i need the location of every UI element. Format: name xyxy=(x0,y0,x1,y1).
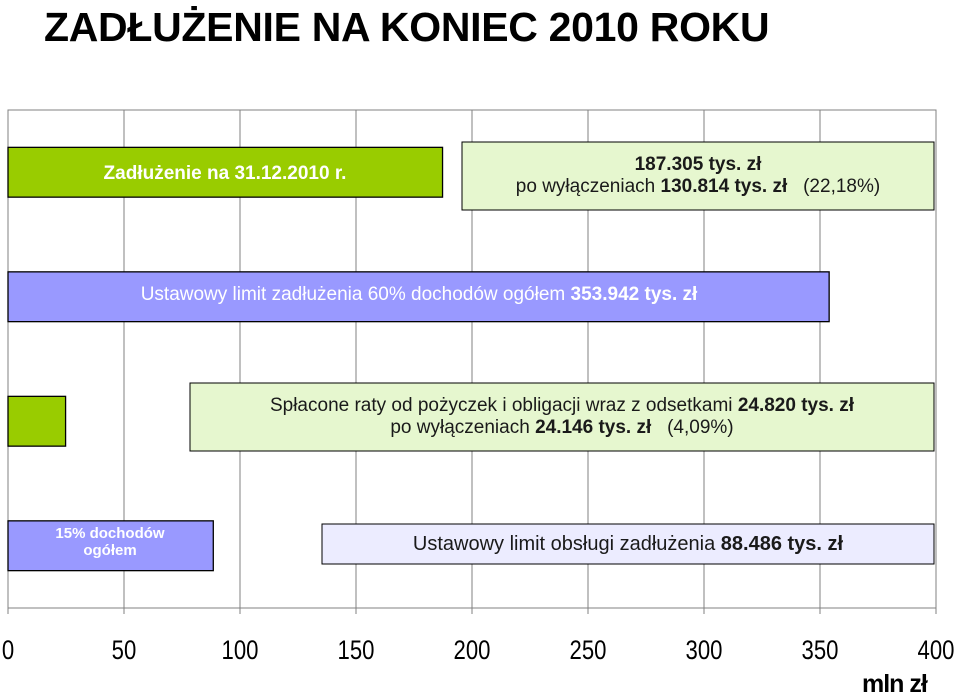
bar xyxy=(8,396,66,446)
x-tick-label: 300 xyxy=(685,636,723,666)
callout-debt-total: 187.305 tys. zł xyxy=(634,154,762,176)
bar-label-debt xyxy=(8,150,442,198)
x-tick-label: 350 xyxy=(801,636,839,666)
callout-repaid-line1: Spłacone raty od pożyczek i obligacji wraz z odsetkami 24.820 tys. zł xyxy=(269,395,855,417)
x-tick-label: 0 xyxy=(1,636,15,666)
x-tick-label: 250 xyxy=(569,636,607,666)
x-axis-unit: mln zł xyxy=(862,670,927,698)
chart-title: ZADŁUŻENIE NA KONIEC 2010 ROKU xyxy=(44,4,770,50)
bar-label-service-limit-text: 15% dochodów ogółem xyxy=(55,524,165,559)
callout-service-limit-text: Ustawowy limit obsługi zadłużenia 88.486 tys. zł xyxy=(412,532,844,555)
bar-label-debt-text: Zadłużenie na 31.12.2010 r. xyxy=(103,163,347,185)
bar-label-debt-limit xyxy=(8,270,830,320)
x-tick-label: 200 xyxy=(453,636,491,666)
callout-debt xyxy=(462,142,934,210)
callout-debt-line2: po wyłączeniach 130.814 tys. zł (22,18%) xyxy=(515,176,881,197)
x-tick-label: 50 xyxy=(111,636,137,666)
x-tick-label: 400 xyxy=(917,636,955,666)
x-tick-label: 100 xyxy=(221,636,259,666)
callout-service-limit xyxy=(322,524,934,564)
bar-label-debt-limit-text: Ustawowy limit zadłużenia 60% dochodów ogółem 353.942 tys. zł xyxy=(140,284,698,306)
bar-label-service-limit xyxy=(8,518,212,566)
callout-repaid xyxy=(190,383,934,451)
x-tick-label: 150 xyxy=(337,636,375,666)
callout-repaid-line2: po wyłączeniach 24.146 tys. zł (4,09%) xyxy=(390,417,734,438)
